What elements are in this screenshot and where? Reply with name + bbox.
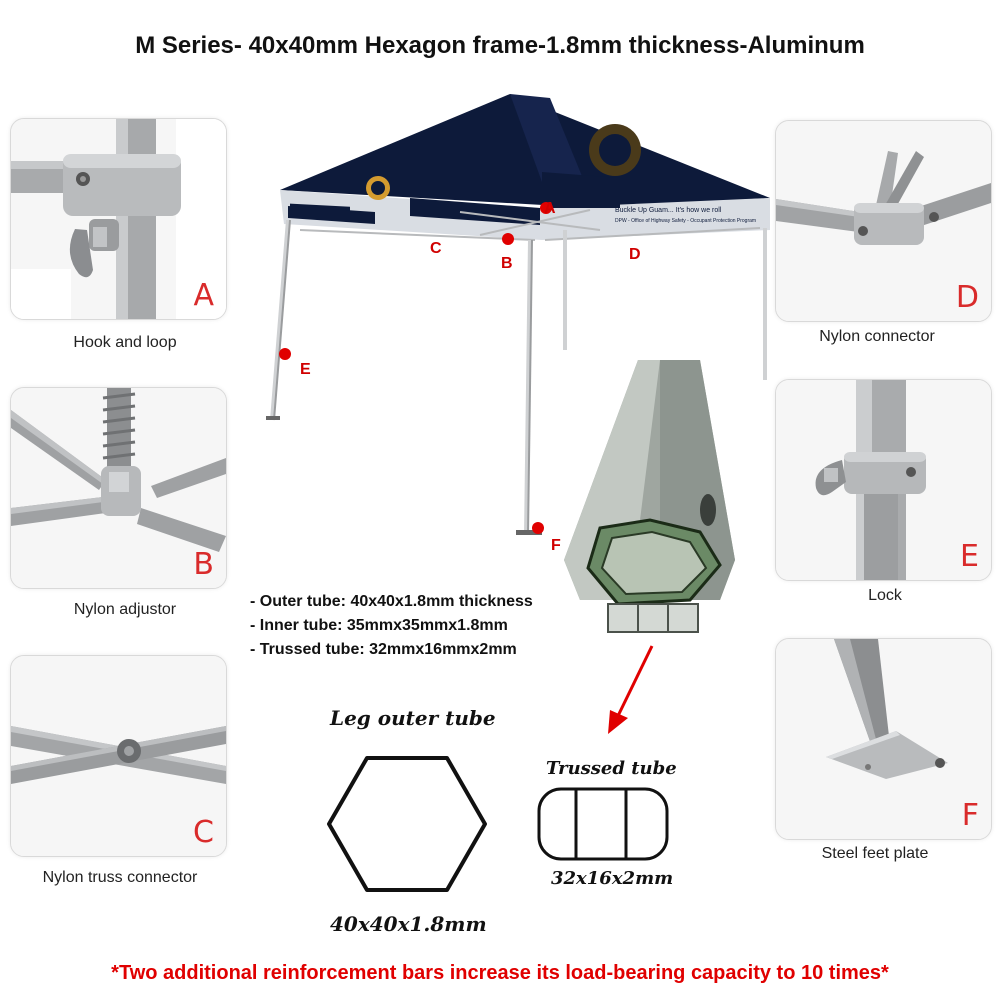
- marker-label-a: A: [544, 200, 556, 217]
- pointer-arrow-icon: [600, 640, 660, 740]
- steel-feet-plate-photo: [776, 639, 991, 839]
- detail-letter: C: [193, 815, 214, 850]
- truss-tube-title: Trussed tube: [546, 758, 677, 779]
- marker-label-c: C: [430, 240, 442, 257]
- detail-card-c: [10, 655, 227, 857]
- truss-tube-dimension: 32x16x2mm: [551, 868, 674, 889]
- marker-label-b: B: [501, 255, 513, 272]
- outer-tube-closeup: [560, 360, 745, 640]
- banner-text-2: DPW - Office of Highway Safety - Occupant Protection Program: [615, 218, 757, 224]
- caption-steel-feet-plate: Steel feet plate: [821, 845, 929, 862]
- caption-nylon-connector: Nylon connector: [819, 328, 935, 345]
- caption-nylon-adjustor: Nylon adjustor: [73, 601, 177, 618]
- spec-inner-tube: - Inner tube: 35mmx35mmx1.8mm: [250, 617, 508, 634]
- caption-hook-and-loop: Hook and loop: [73, 334, 177, 351]
- detail-card-e: [775, 379, 992, 581]
- detail-letter: E: [960, 539, 979, 574]
- detail-card-d: [775, 120, 992, 322]
- banner-text-1: Buckle Up Guam... It's how we roll: [615, 207, 722, 214]
- detail-letter: B: [193, 547, 214, 582]
- spec-trussed-tube: - Trussed tube: 32mmx16mmx2mm: [250, 641, 517, 658]
- footer-note: *Two additional reinforcement bars increase its load-bearing capacity to 10 times*: [111, 962, 889, 984]
- marker-f: [532, 522, 544, 534]
- marker-label-e: E: [300, 361, 311, 378]
- detail-letter: F: [961, 798, 979, 833]
- detail-letter: A: [193, 278, 214, 313]
- detail-card-b: [10, 387, 227, 589]
- spec-outer-tube: - Outer tube: 40x40x1.8mm thickness: [250, 593, 533, 610]
- detail-card-f: [775, 638, 992, 840]
- caption-lock: Lock: [868, 587, 902, 604]
- detail-letter: D: [955, 280, 979, 315]
- marker-label-f: F: [551, 537, 561, 554]
- detail-card-a: [10, 118, 227, 320]
- truss-profile-diagram: [536, 786, 672, 862]
- hexagon-profile-diagram: [325, 752, 495, 902]
- marker-b: [502, 233, 514, 245]
- caption-nylon-truss-connector: Nylon truss connector: [42, 869, 198, 886]
- marker-e: [279, 348, 291, 360]
- leg-tube-dimension: 40x40x1.8mm: [330, 912, 487, 936]
- leg-tube-title: Leg outer tube: [330, 706, 496, 730]
- page-title: M Series- 40x40mm Hexagon frame-1.8mm thickness-Aluminum: [135, 32, 865, 59]
- spec-list: [250, 590, 533, 662]
- marker-label-d: D: [629, 246, 641, 263]
- lock-photo: [776, 380, 991, 580]
